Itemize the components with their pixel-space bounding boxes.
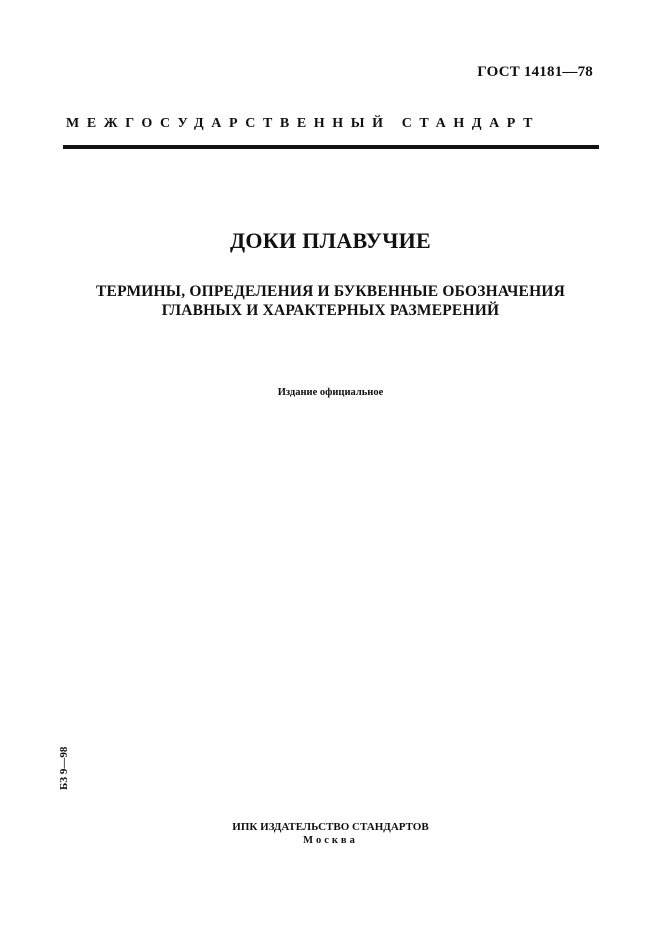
publisher-name: ИПК ИЗДАТЕЛЬСТВО СТАНДАРТОВ <box>232 821 429 833</box>
document-title: ДОКИ ПЛАВУЧИЕ <box>229 228 432 253</box>
subtitle-line-1: ТЕРМИНЫ, ОПРЕДЕЛЕНИЯ И БУКВЕННЫЕ ОБОЗНАЧЕНИЯ <box>96 283 565 300</box>
edition-label: Издание официальное <box>277 387 384 398</box>
publisher-block <box>0 820 661 848</box>
header-divider <box>63 145 599 149</box>
publisher-city: Москва <box>303 835 358 846</box>
subtitle-line-2: ГЛАВНЫХ И ХАРАКТЕРНЫХ РАЗМЕРЕНИЙ <box>161 302 500 319</box>
document-subtitle <box>0 282 661 320</box>
gost-number: ГОСТ 14181—78 <box>477 64 593 80</box>
standard-type-heading: МЕЖГОСУДАРСТВЕННЫЙ СТАНДАРТ <box>66 116 541 131</box>
side-code: БЗ 9—98 <box>58 746 70 790</box>
